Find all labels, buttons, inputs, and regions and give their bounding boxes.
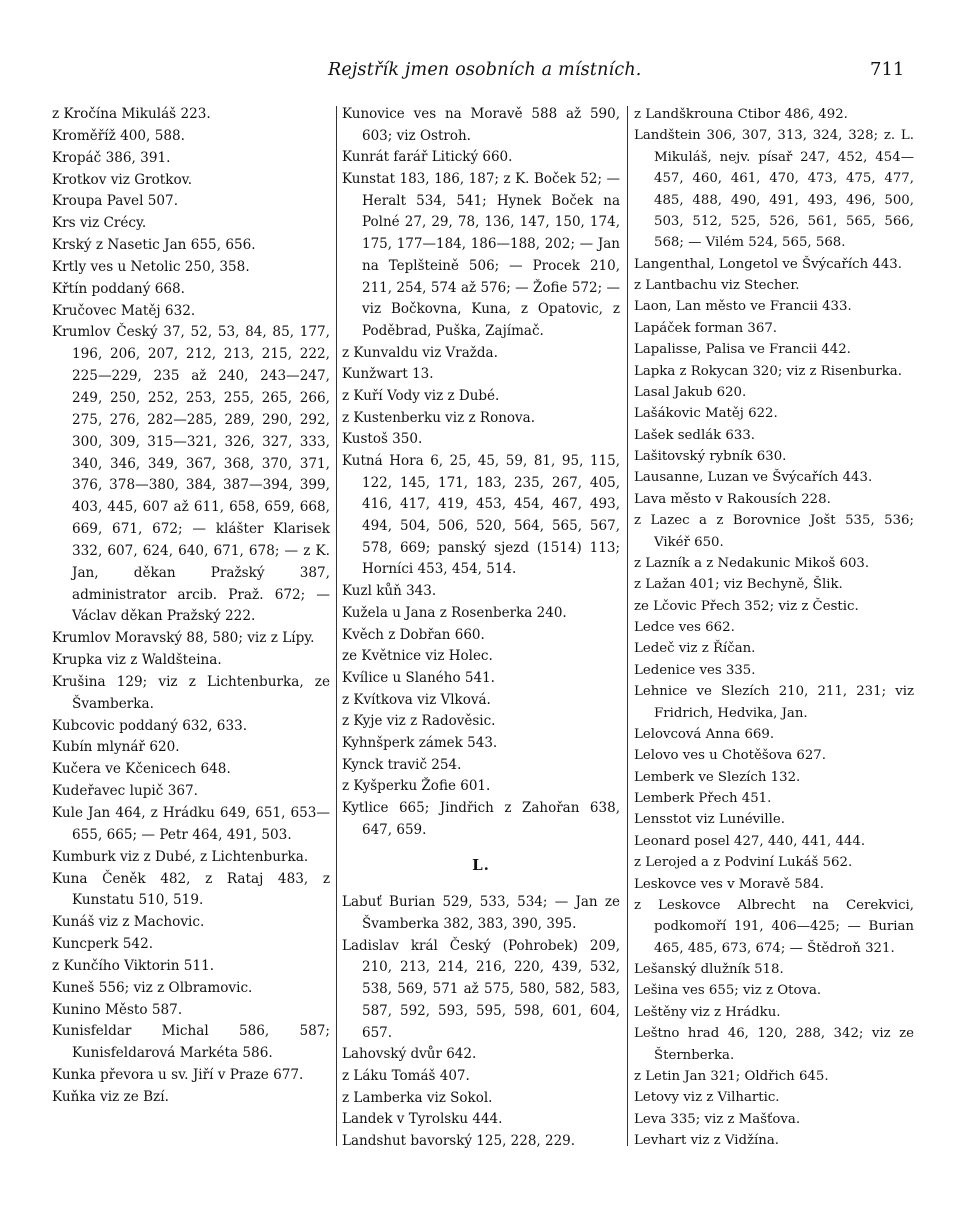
index-entry: Lensstot viz Lunéville. [634, 812, 786, 828]
index-entry: Laon, Lan město ve Francii 433. [634, 299, 852, 315]
index-entry: Kunovice ves na Moravě 588 až 590, 603; viz Ostroh. [342, 106, 620, 144]
index-entry: Kvílice u Slaného 541. [342, 669, 495, 686]
index-entry: Kroměříž 400, 588. [52, 127, 185, 144]
index-entry: Lelovo ves u Chotěšova 627. [634, 748, 826, 764]
index-entry: Kučera ve Kčenicech 648. [52, 761, 231, 778]
index-entry: Kubcovic poddaný 632, 633. [52, 717, 248, 734]
index-entry: Krupka viz z Waldšteina. [52, 652, 222, 669]
index-entry: Lehnice ve Slezích 210, 211, 231; viz Fridrich, Hedvika, Jan. [634, 684, 914, 721]
index-entry: z Láku Tomáš 407. [342, 1067, 470, 1084]
index-entry: Kubín mlynář 620. [52, 739, 180, 756]
index-entry: Letovy viz z Vilhartic. [634, 1090, 780, 1106]
index-entry: Leonard posel 427, 440, 441, 444. [634, 833, 866, 849]
index-entry: Kuneš 556; viz z Olbramovic. [52, 979, 253, 996]
index-entry: Lahovský dvůr 642. [342, 1046, 477, 1063]
index-entry: Kropáč 386, 391. [52, 149, 171, 166]
index-entry: Ledce ves 662. [634, 620, 735, 635]
index-entry: z Lažan 401; viz Bechyně, Šlik. [634, 577, 843, 593]
index-entry: Lašitovský rybník 630. [634, 449, 787, 464]
index-entry: Kručovec Matěj 632. [52, 302, 196, 319]
index-entry: Kuzl kůň 343. [342, 583, 437, 600]
page-number: 711 [870, 59, 905, 80]
index-entry: z Lamberka viz Sokol. [342, 1089, 493, 1106]
index-entry: Kunáš viz z Machovic. [52, 914, 205, 931]
index-entry: z Lantbachu viz Stecher. [634, 278, 800, 293]
index-entry: Leskovce ves v Moravě 584. [634, 876, 824, 892]
index-entry: Lapalisse, Palisa ve Francii 442. [634, 342, 851, 358]
index-column-2 [342, 104, 620, 1154]
index-entry: Kunstat 183, 186, 187; z K. Boček 52; — Heralt 534, 541; Hynek Boček na Polné 27, 29, 78, 136, 147, 150, 174, 175, 177—184, 186—188, 202; — Jan na Teplšteině 506; — Procek 210, 211, 254, 574 až 576; — Žofie 572; — viz Bočkovna, Kuna, z Opatovic, z Poděbrad, Puška, Zajímač. [342, 171, 620, 339]
index-entry: Lausanne, Luzan ve Švýcařích 443. [634, 470, 873, 486]
index-columns [52, 104, 914, 1164]
index-entry: Landshut bavorský 125, 228, 229. [342, 1132, 576, 1149]
index-entry: Leštěny viz z Hrádku. [634, 1004, 781, 1020]
index-entry: Leva 335; viz z Mašťova. [634, 1111, 801, 1127]
index-entry: Kvěch z Dobřan 660. [342, 626, 485, 643]
index-entry: Lešina ves 655; viz z Otova. [634, 983, 822, 999]
section-heading: L. [472, 856, 490, 875]
index-entry: z Kunčího Viktorin 511. [52, 957, 215, 974]
index-entry: z Letin Jan 321; Oldřich 645. [634, 1068, 829, 1084]
index-entry: Kumburk viz z Dubé, z Lichtenburka. [52, 848, 309, 865]
index-entry: z Kunvaldu viz Vražda. [342, 344, 498, 361]
index-entry: Lemberk ve Slezích 132. [634, 769, 801, 785]
index-entry: Kudeřavec lupič 367. [52, 783, 198, 800]
index-entry: Landštein 306, 307, 313, 324, 328; z. L. Mikuláš, nejv. písař 247, 452, 454—457, 460, 461, 470, 473, 475, 477, 485, 488, 490, 491, 493, 496, 500, 503, 512, 525, 526, 561, 565, 566, 568; — Vilém 524, 565, 568. [634, 128, 914, 251]
index-entry: Krotkov viz Grotkov. [52, 171, 193, 188]
index-entry: Kyhnšperk zámek 543. [342, 734, 498, 751]
index-entry: z Kvítkova viz Vlková. [342, 691, 491, 708]
index-entry: Ledeč viz z Říčan. [634, 641, 756, 657]
index-entry: Ladislav král Český (Pohrobek) 209, 210, 213, 214, 216, 220, 439, 532, 538, 569, 571 až 575, 580, 582, 583, 587, 592, 593, 595, 598, 601, 604, 657. [342, 937, 620, 1041]
index-entry: Kustoš 350. [342, 431, 423, 448]
index-entry: z Kyje viz z Radověsic. [342, 713, 496, 730]
index-column-3 [634, 104, 914, 1154]
index-entry: Labuť Burian 529, 533, 534; — Jan ze Švamberka 382, 383, 390, 395. [342, 894, 620, 933]
index-entry: z Leskovce Albrecht na Cerekvici, podkomoří 191, 406—425; — Burian 465, 485, 673, 674; — Štědroň 321. [634, 897, 914, 956]
index-entry: Krs viz Crécy. [52, 215, 147, 232]
index-entry: z Kustenberku viz z Ronova. [342, 409, 536, 426]
index-entry: Leštno hrad 46, 120, 288, 342; viz ze Šternberka. [634, 1026, 914, 1063]
index-entry: Lasal Jakub 620. [634, 384, 747, 400]
index-entry: Kytlice 665; Jindřich z Zahořan 638, 647, 659. [342, 800, 620, 838]
column-rule-2 [627, 106, 628, 1146]
index-entry: Kunka převora u sv. Jiří v Praze 677. [52, 1067, 304, 1084]
index-entry: z Lerojed a z Podviní Lukáš 562. [634, 855, 853, 871]
index-entry: Lešanský dlužník 518. [634, 962, 784, 977]
index-entry: z Landškrouna Ctibor 486, 492. [634, 107, 848, 122]
index-entry: Křtín poddaný 668. [52, 280, 185, 297]
index-entry: Kunžwart 13. [342, 366, 434, 383]
index-entry: ze Květnice viz Holec. [342, 648, 493, 665]
index-entry: z Kročína Mikuláš 223. [52, 106, 211, 122]
running-header [0, 60, 960, 90]
index-entry: z Lazník a z Nedakunic Mikoš 603. [634, 555, 870, 571]
index-entry: Ledenice ves 335. [634, 662, 756, 678]
index-entry: Krumlov Moravský 88, 580; viz z Lípy. [52, 630, 315, 647]
index-entry: Kutná Hora 6, 25, 45, 59, 81, 95, 115, 122, 145, 171, 183, 235, 267, 405, 416, 417, 419, 453, 454, 467, 493, 494, 504, 506, 520, 564, 565, 567, 578, 669; panský sjezd (1514) 113; Horníci 453, 454, 514. [342, 453, 620, 578]
index-entry: Lelovcová Anna 669. [634, 726, 775, 742]
index-entry: Lapka z Rokycan 320; viz z Risenburka. [634, 363, 902, 379]
index-entry: Krušina 129; viz z Lichtenburka, ze Švamberka. [52, 673, 330, 712]
index-entry: Kunino Město 587. [52, 1001, 183, 1018]
index-entry: Krský z Nasetic Jan 655, 656. [52, 237, 256, 254]
index-entry: Kunrát farář Litický 660. [342, 149, 513, 166]
index-column-1 [52, 104, 330, 1154]
index-entry: z Kuří Vody viz z Dubé. [342, 387, 500, 404]
index-entry: Kroupa Pavel 507. [52, 193, 179, 210]
index-entry: Kuncperk 542. [52, 936, 154, 953]
index-entry: Lašek sedlák 633. [634, 427, 756, 443]
running-title: Rejstřík jmen osobních a místních. [328, 60, 642, 80]
index-entry: Kuna Čeněk 482, z Rataj 483, z Kunstatu 510, 519. [52, 870, 330, 909]
index-entry: Kužela u Jana z Rosenberka 240. [342, 604, 567, 621]
index-entry: Krumlov Český 37, 52, 53, 84, 85, 177, 196, 206, 207, 212, 213, 215, 222, 225—229, 235 až 240, 243—247, 249, 250, 252, 253, 255, 265, 266, 275, 276, 282—285, 289, 290, 292, 300, 309, 315—321, 326, 327, 333, 340, 346, 349, 367, 368, 370, 371, 376, 378—380, 384, 387—394, 399, 403, 445, 607 až 611, 658, 659, 668, 669, 671, 672; — klášter Klarisek 332, 607, 624, 640, 671, 678; — z K. Jan, děkan Pražský 387, administrator arcib. Praž. 672; — Václav děkan Pražský 222. [52, 324, 330, 625]
index-entry: Kynck travič 254. [342, 756, 462, 773]
index-entry: Krtly ves u Netolic 250, 358. [52, 258, 250, 275]
index-entry: Landek v Tyrolsku 444. [342, 1111, 503, 1128]
index-entry: z Lazec a z Borovnice Jošt 535, 536; Vikéř 650. [634, 513, 914, 550]
column-rule-1 [336, 106, 337, 1146]
index-entry: ze Lčovic Přech 352; viz z Čestic. [634, 598, 859, 614]
index-entry: Kunisfeldar Michal 586, 587; Kunisfeldarová Markéta 586. [52, 1023, 330, 1062]
index-entry: Lava město v Rakousích 228. [634, 491, 831, 507]
index-entry: z Kyšperku Žofie 601. [342, 778, 491, 795]
index-entry: Langenthal, Longetol ve Švýcařích 443. [634, 256, 902, 272]
index-entry: Kule Jan 464, z Hrádku 649, 651, 653—655, 665; — Petr 464, 491, 503. [52, 805, 330, 843]
index-entry: Kuňka viz ze Bzí. [52, 1088, 169, 1105]
index-entry: Levhart viz z Vidžína. [634, 1133, 779, 1148]
index-entry: Lemberk Přech 451. [634, 791, 772, 806]
index-entry: Lašákovic Matěj 622. [634, 406, 778, 422]
index-entry: Lapáček forman 367. [634, 320, 778, 336]
